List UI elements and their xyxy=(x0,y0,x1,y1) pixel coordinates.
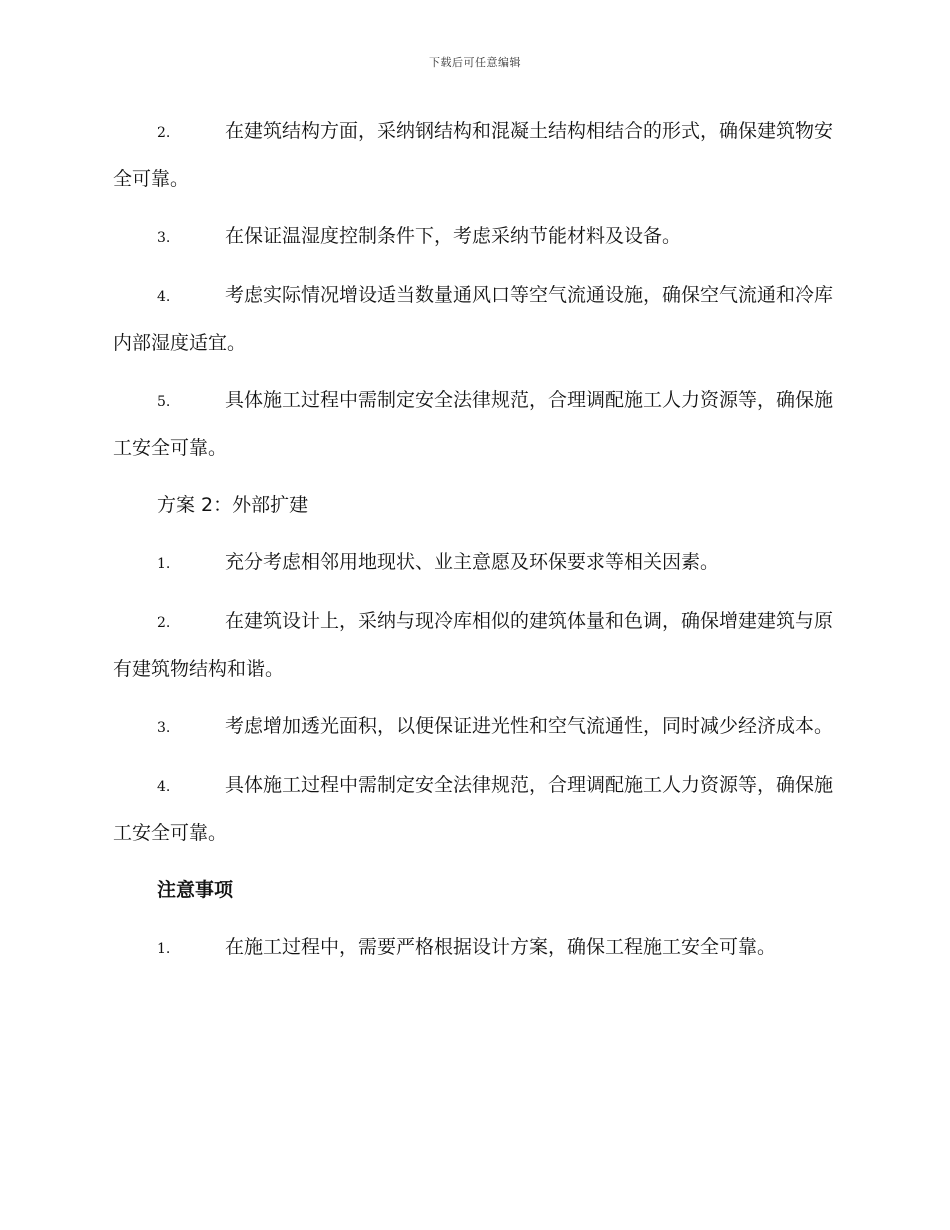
list-text: 考虑实际情况增设适当数量通风口等空气流通设施，确保空气流通和冷库内部湿度适宜。 xyxy=(113,284,834,354)
list-text: 充分考虑相邻用地现状、业主意愿及环保要求等相关因素。 xyxy=(225,551,720,573)
document-body xyxy=(113,108,835,983)
list-item xyxy=(113,377,835,471)
list-text: 在建筑设计上，采纳与现冷库相似的建筑体量和色调，确保增建建筑与原有建筑物结构和谐。 xyxy=(113,610,834,680)
list-item xyxy=(113,213,835,261)
list-text: 考虑增加透光面积，以便保证进光性和空气流通性，同时减少经济成本。 xyxy=(225,715,834,737)
list-text: 具体施工过程中需制定安全法律规范，合理调配施工人力资源等，确保施工安全可靠。 xyxy=(113,774,834,844)
list-item xyxy=(113,703,835,751)
list-number: 3. xyxy=(157,230,171,246)
list-item xyxy=(113,272,835,366)
list-text: 在施工过程中，需要严格根据设计方案，确保工程施工安全可靠。 xyxy=(225,936,777,958)
list-text: 在建筑结构方面，采纳钢结构和混凝土结构相结合的形式，确保建筑物安全可靠。 xyxy=(113,120,834,190)
list-number: 2. xyxy=(157,125,171,141)
list-number: 3. xyxy=(157,720,171,736)
list-item xyxy=(113,598,835,692)
list-text: 具体施工过程中需制定安全法律规范，合理调配施工人力资源等，确保施工安全可靠。 xyxy=(113,389,834,459)
list-number: 4. xyxy=(157,779,171,795)
plan2-title: 方案 2：外部扩建 xyxy=(157,494,309,516)
list-number: 4. xyxy=(157,289,171,305)
list-number: 1. xyxy=(157,556,171,572)
list-text: 在保证温湿度控制条件下，考虑采纳节能材料及设备。 xyxy=(225,225,682,247)
list-item xyxy=(113,108,835,202)
list-number: 1. xyxy=(157,941,171,957)
list-number: 2. xyxy=(157,615,171,631)
list-item xyxy=(113,762,835,856)
page-header: 下载后可任意编辑 xyxy=(429,56,521,69)
list-number: 5. xyxy=(157,394,171,410)
list-item xyxy=(113,924,835,972)
notes-heading: 注意事项 xyxy=(157,879,234,901)
list-item xyxy=(113,539,835,587)
